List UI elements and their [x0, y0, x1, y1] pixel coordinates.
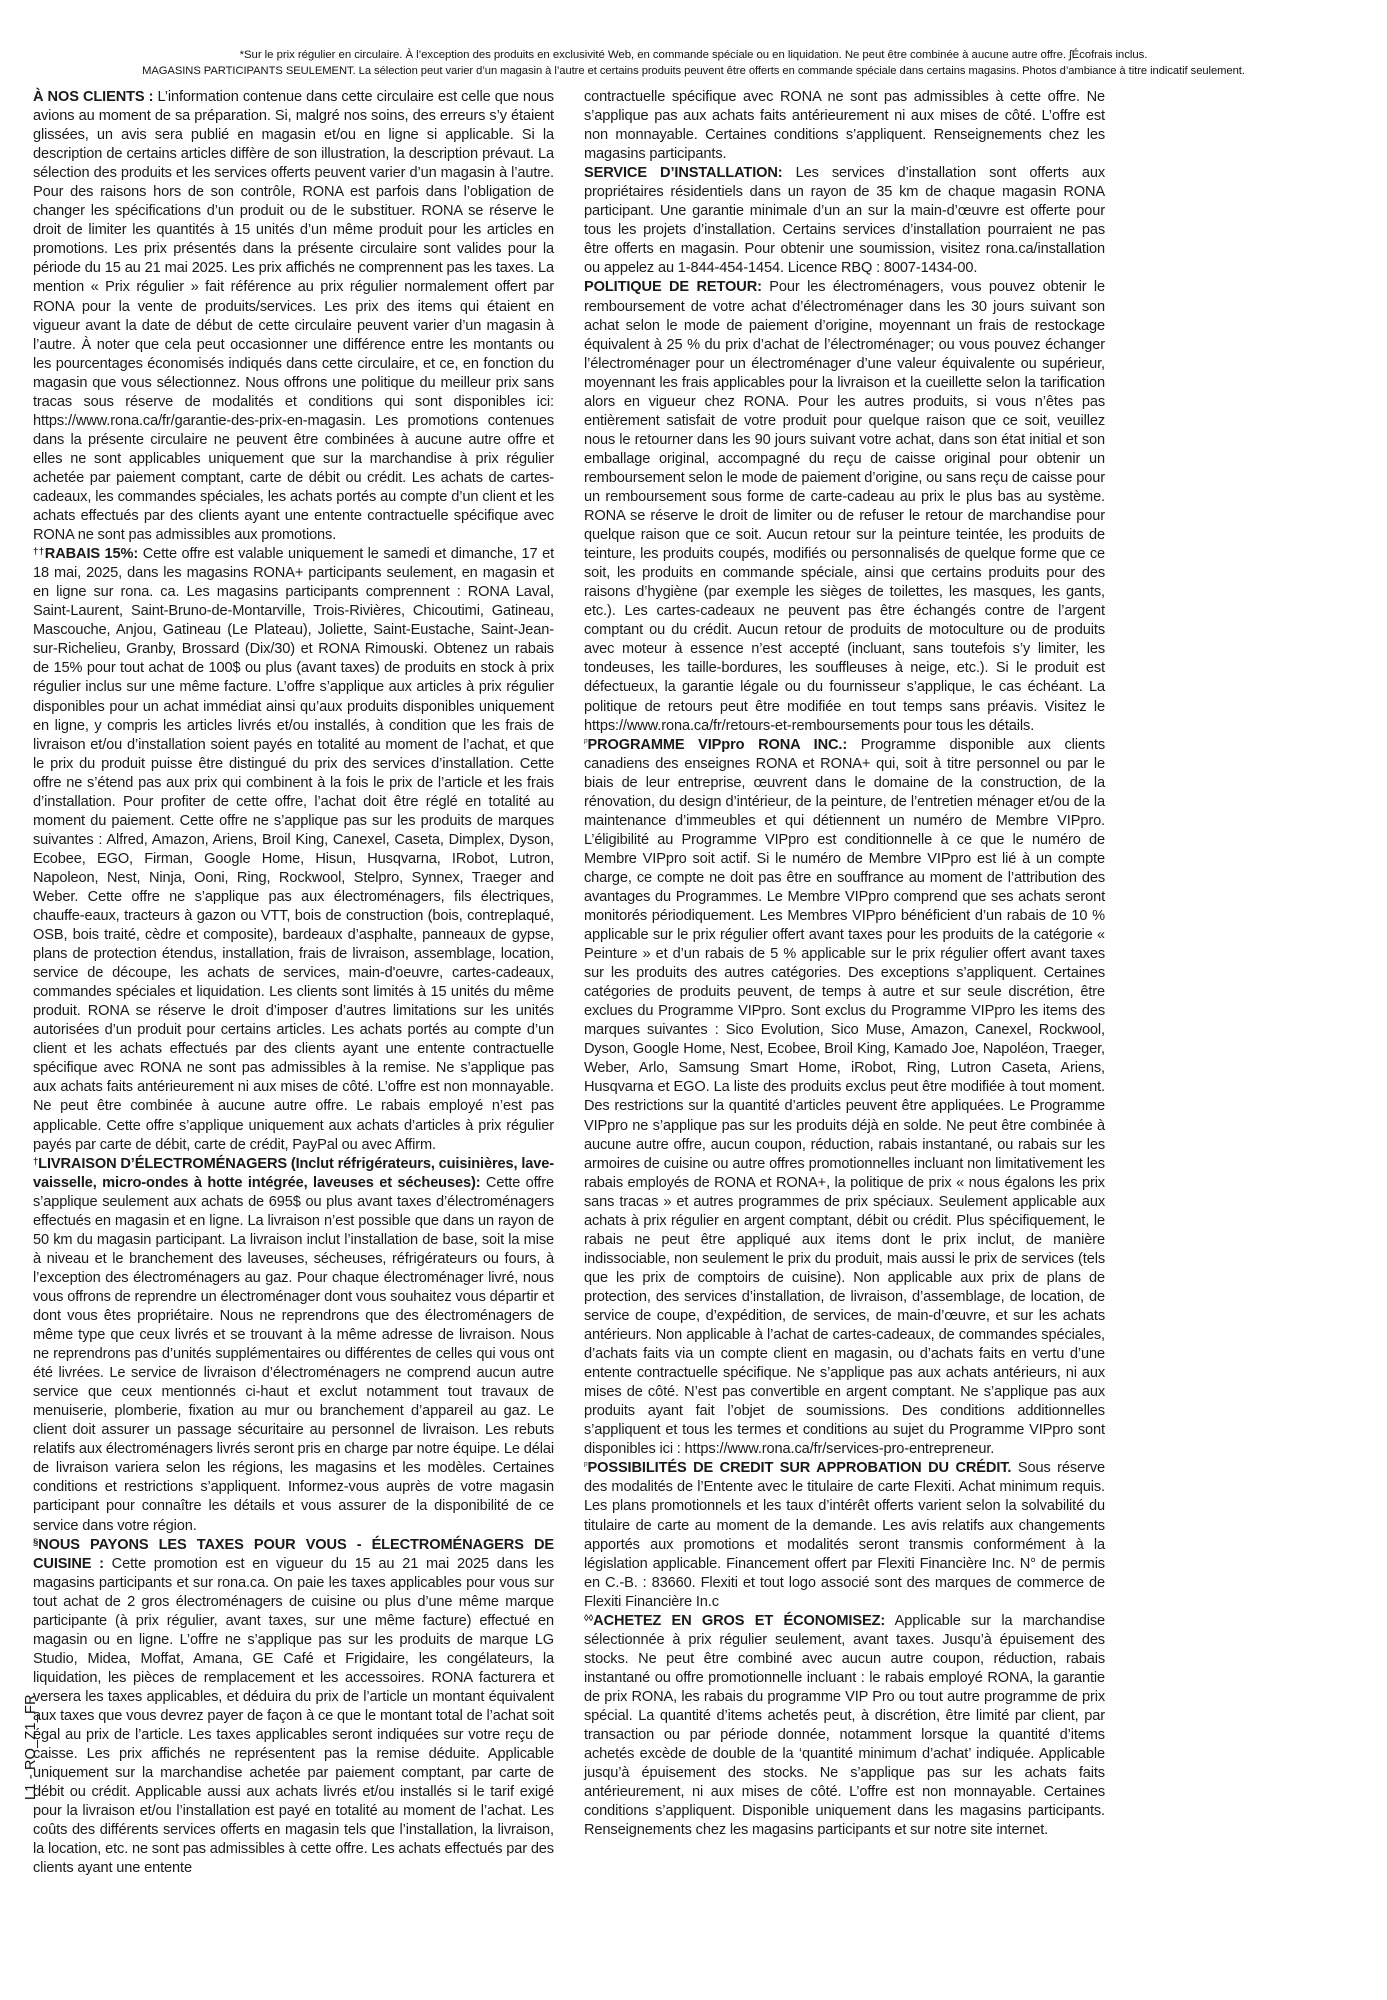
- section-heading: RABAIS 15%:: [44, 546, 139, 563]
- section-body: Sous réserve des modalités de l’Entente avec le titulaire de carte Flexiti. Achat minimum requis. Les plans promotionnels et les taux d’intérêt offerts varient selon la solvabilité du titulaire de carte au moment de la demande. Les avis relatifs aux changements apportés aux promotions et modalités seront transmis conformément à la législation applicable. Financement offert par Flexiti Financière Inc. N° de permis en C.-B. : 83660. Flexiti et tout logo associé sont des marques de commerce de Flexiti Financière In.c: [584, 1460, 1105, 1610]
- section-body: Applicable sur la marchandise sélectionnée à prix régulier seulement, avant taxes. Jusqu’à épuisement des stocks. Ne peut être combiné avec aucun autre coupon, réduction, rabais instantané ou offre promotionnelle incluant : le rabais employé RONA, la garantie de prix RONA, les rabais du programme VIP Pro ou tout autre programme de prix spécial. La quantité d’items achetés peut, à discrétion, être limité par client, par transaction ou par période donnée, notamment lorsque la quantité d’items achetés excède de double de la ‘quantité minimum d’achat’ indiquée. Applicable jusqu’à épuisement des stocks. Ne s’applique pas sur les achats faits antérieurement, ni aux mises de côté. L’offre est non monnayable. Certaines conditions s’appliquent. Disponible uniquement dans les magasins participants. Renseignements chez les magasins participants et sur notre site internet.: [584, 1612, 1105, 1839]
- section-heading: À NOS CLIENTS :: [33, 89, 154, 105]
- section-marker: ᵖ: [584, 736, 588, 748]
- section-body: contractuelle spécifique avec RONA ne sont pas admissibles à cette offre. Ne s’applique pas aux achats faits antérieurement ni aux mises de côté. L’offre est non monnayable. Certaines conditions s’appliquent. Renseignements chez les magasins participants.: [584, 89, 1105, 163]
- left-column: [33, 88, 554, 1878]
- section-marker: ◊◊: [584, 1612, 594, 1624]
- section-body: Programme disponible aux clients canadiens des enseignes RONA et RONA+ qui, soit à titre personnel ou par le biais de leur entreprise, œuvrent dans le domaine de la construction, de la rénovation, du design d’intérieur, de la peinture, de l’entretien ménager et/ou de la maintenance d’immeubles et qui détiennent un numéro de Membre VIPpro. L’éligibilité au Programme VIPpro est conditionnelle à ce que le numéro de Membre VIPpro soit actif. Si le numéro de Membre VIPpro est lié à un compte charge, ce compte ne doit pas être en souffrance au moment de l’attribution des avantages du Programmes. Le Membre VIPpro comprend que ses achats seront monitorés périodiquement. Les Membres VIPpro bénéficient d’un rabais de 10 % applicable sur le prix régulier offert avant taxes pour les produits de la catégorie « Peinture » et d’un rabais de 5 % applicable sur le prix régulier offert avant taxes sur les produits des autres catégories. Des exceptions s’appliquent. Certaines catégories de produits peuvent, de temps à autre et sur seule discrétion, être exclues du Programme VIPpro. Sont exclus du Programme VIPpro les items des marques suivantes : Sico Evolution, Sico Muse, Amazon, Canexel, Rockwool, Dyson, Google Home, Nest, Ecobee, Broil King, Kamado Joe, Napoléon, Traeger, Weber, Arlo, Samsung Smart Home, iRobot, Ring, Lutron Caseta, Ariens, Husqvarna et EGO. La liste des produits exclus peut être modifiée à tout moment. Des restrictions sur la quantité d’articles peuvent être appliquées. Le Programme VIPpro ne s’applique pas sur les produits déjà en solde. Ne peut être combinée à aucune autre offre, aucun coupon, réduction, rabais instantané, ou rabais sur les armoires de cuisine ou autre offres promotionnelles incluant non limitativement les rabais employés de RONA et RONA+, la politique de prix « nous égalons les prix sans tracas » et autres programmes de prix spéciaux. Seulement applicable aux achats à prix régulier en argent comptant, débit ou crédit. Plus spécifiquement, le rabais ne peut être appliqué aux items dont le prix inclut, de manière indissociable, non seulement le prix du produit, mais aussi le prix de services (tels que les prix de comptoirs de cuisine). Non applicable aux prix de plans de protection, des services d’installation, de livraison, d’assemblage, de location, de service de coupe, d’expédition, de services, de main-d’œuvre, et sur les achats antérieurs. Non applicable à l’achat de cartes-cadeaux, de commandes spéciales, d’achats faits via un compte client en magasin, ou d’achats faits en vertu d’une entente contractuelle spécifique. Ne s’applique pas aux achats antérieurs, ni aux mises de côté. N’est pas convertible en argent comptant. Ne s’applique pas aux produits ayant fait l’objet de soumissions. Des conditions additionnelles s’appliquent et tous les termes et conditions au sujet du Programme VIPpro sont disponibles ici : https://www.rona.ca/fr/services-pro-entrepreneur.: [584, 736, 1105, 1458]
- header-line-1: *Sur le prix régulier en circulaire. À l’exception des produits en exclusivité Web, en commande spéciale ou en liquidation. Ne peut être combinée à aucune autre offre. ʃÉcofrais inclus.: [239, 49, 1148, 61]
- section-heading: POLITIQUE DE RETOUR:: [584, 279, 762, 296]
- section-body: Cette offre est valable uniquement le samedi et dimanche, 17 et 18 mai, 2025, dans les magasins RONA+ participants seulement, en magasin et en ligne sur rona. ca. Les magasins participants comprennent : RONA Laval, Saint-Laurent, Saint-Bruno-de-Montarville, Trois-Rivières, Chicoutimi, Gatineau, Mascouche, Anjou, Gatineau (Le Plateau), Joliette, Saint-Eustache, Saint-Jean-sur-Richelieu, Granby, Brossard (Dix/30) et RONA Rimouski. Obtenez un rabais de 15% pour tout achat de 100$ ou plus (avant taxes) de produits en stock à prix régulier inclus sur une même facture. L’offre s’applique aux articles à prix régulier disponibles pour un achat immédiat ainsi qu’aux produits disponibles uniquement en ligne, y compris les articles livrés et/ou installés, à condition que les frais de livraison et/ou d’installation soient payés en totalité au moment de l’achat, et que le prix du produit puisse être distingué du prix des services d’installation. Cette offre ne s’étend pas aux prix qui combinent à la fois le prix de l’article et les frais d’installation. Pour profiter de cette offre, l’achat doit être réglé en totalité au moment du paiement. Cette offre ne s’applique pas sur les produits de marques suivantes : Alfred, Amazon, Ariens, Broil King, Canexel, Caseta, Dimplex, Dyson, Ecobee, EGO, Firman, Google Home, Hisun, Husqvarna, IRobot, Lutron, Napoleon, Nest, Ninja, Ooni, Ring, Rockwool, Stelpro, Synnex, Traeger and Weber. Cette offre ne s’applique pas aux électroménagers, fils électriques, chauffe-eaux, tracteurs à gazon ou VTT, bois de construction (bois, contreplaqué, OSB, bois traité, cèdre et composite), bardeaux d’asphalte, panneaux de gypse, plans de protection étendus, installation, frais de livraison, assemblage, location, service de découpe, les achats de services, main-d'oeuvre, cartes-cadeaux, commandes spéciales et liquidation. Les clients sont limités à 15 unités du même produit. RONA se réserve le droit d’imposer d’autres limitations sur les unités autorisées d’un produit pour certains articles. Les achats portés au compte d’un client et les achats effectués par des clients ayant une entente contractuelle spécifique avec RONA ne sont pas admissibles à la remise. Ne s’applique pas aux achats faits antérieurement ni aux mises de côté. L’offre est non monnayable. Ne peut être combinée à aucune autre offre. Le rabais employé n’est pas applicable. Cette offre s’applique uniquement aux achats d’articles à prix régulier payés par carte de débit, carte de crédit, PayPal ou avec Affirm.: [33, 546, 555, 1153]
- section-heading: PROGRAMME VIPpro RONA INC.:: [587, 736, 848, 753]
- right-column: [584, 88, 1105, 1878]
- section-heading: SERVICE D’INSTALLATION:: [584, 165, 783, 182]
- section-body: Pour les électroménagers, vous pouvez obtenir le remboursement de votre achat d’électroménager dans les 30 jours suivant son achat selon le mode de paiement d’origine, moyennant un frais de restockage équivalent à 25 % du prix d’achat de l’électroménager; ou vous pouvez échanger l’électroménager pour un électroménager d’une valeur équivalente ou supérieur, moyennant les frais applicables pour la livraison et la cueillette selon la tarification alors en vigueur chez RONA. Pour les autres produits, si vous n’êtes pas entièrement satisfait de votre produit pour quelque raison que ce soit, veuillez nous le retourner dans les 90 jours suivant votre achat, dans son état initial et son emballage original, accompagné du reçu de caisse original pour obtenir un remboursement selon le mode de paiement d’origine, ou sans reçu de caisse pour un remboursement sous forme de carte-cadeau au prix le plus bas au système. RONA se réserve le droit de limiter ou de refuser le retour de marchandise pour quelque raison que ce soit. Aucun retour sur la peinture teintée, les produits de teinture, les produits coupés, modifiés ou personnalisés de quelque forme que ce soit, les produits en commande spéciale, ainsi que certains produits pour des raisons d’hygiène (par exemple les sièges de toilettes, les masques, les gants, etc.). Les cartes-cadeaux ne peuvent pas être échangés contre de l’argent comptant ou du crédit. Aucun retour de produits de motoculture ou de produits avec moteur à essence n’est accepté (incluant, sans toutefois s’y limiter, les tondeuses, les taille-bordures, les souffleuses à neige, etc.). Si le produit est défectueux, la garantie légale ou du fournisseur s’applique, le cas échéant. La politique de retours peut être modifiée en tout temps sans préavis. Visitez le https://www.rona.ca/fr/retours-et-remboursements pour tous les détails.: [584, 279, 1105, 734]
- section-body: Cette promotion est en vigueur du 15 au 21 mai 2025 dans les magasins participants et sur rona.ca. On paie les taxes applicables pour vous sur tout achat de 2 gros électroménagers de cuisine ou plus d’une même marque participante (à prix régulier, avant taxes, sur une même facture) effectué en magasin ou en ligne. L’offre ne s’applique pas sur les produits de marque LG Studio, Midea, Moffat, Amana, GE Café et Frigidaire, les congélateurs, la liquidation, les pièces de remplacement et les accessoires. RONA facturera et versera les taxes applicables, et déduira du prix de l’article un montant équivalent aux taxes que vous devrez payer de façon à ce que le montant total de l’achat soit égal au prix de l’article. Les taxes applicables seront indiquées sur votre reçu de caisse. Les prix affichés ne représentent pas la remise déduite. Applicable uniquement sur la marchandise achetée par paiement comptant, par carte de débit ou crédit. Applicable aussi aux achats livrés et/ou installés si le tarif exigé pour la livraison et/ou l’installation est payé en totalité au moment de l’achat. Les coûts des différents services offerts en magasin tels que l’installation, la livraison, la location, etc. ne sont pas admissibles à cette offre. Les achats effectués par des clients ayant une entente: [33, 1555, 554, 1877]
- section-continuation: [584, 88, 1105, 164]
- section-marker: ᵖ: [584, 1460, 588, 1472]
- legal-text-columns: [33, 88, 1357, 1878]
- section-heading: LIVRAISON D’ÉLECTROMÉNAGERS (Inclut réfrigérateurs, cuisinières, lave-vaisselle, micro-ondes à hotte intégrée, laveuses et sécheuses):: [33, 1155, 554, 1191]
- section-heading: NOUS PAYONS LES TAXES POUR VOUS - ÉLECTROMÉNAGERS DE CUISINE :: [33, 1536, 554, 1572]
- section-rabais-15: [33, 545, 554, 1155]
- side-reference-code: L1 - RO_Z1_FR: [23, 1694, 39, 1800]
- section-heading: POSSIBILITÉS DE CREDIT SUR APPROBATION DU CRÉDIT.: [587, 1460, 1012, 1477]
- section-possibilites-de-credit: [584, 1459, 1105, 1611]
- section-a-nos-clients: [33, 88, 554, 545]
- header-line-2: MAGASINS PARTICIPANTS SEULEMENT. La sélection peut varier d’un magasin à l’autre et certains produits peuvent être offerts en commande spéciale dans certains magasins. Photos d’ambiance à titre indicatif seulement.: [142, 64, 1245, 77]
- section-livraison-electromenagers: [33, 1155, 554, 1536]
- section-programme-vippro: [584, 736, 1105, 1460]
- header-fine-print: [0, 48, 1387, 79]
- section-marker: ††: [33, 546, 45, 558]
- section-body: Les services d’installation sont offerts aux propriétaires résidentiels dans un rayon de 35 km de chaque magasin RONA participant. Une garantie minimale d’un an sur la main-d’œuvre est offerte pour tous les projets d’installation. Certains services d’installation pourraient ne pas être offerts en magasin. Pour obtenir une soumission, visitez rona.ca/installation ou appelez au 1-844-454-1454. Licence RBQ : 8007-1434-00.: [584, 165, 1105, 277]
- section-achetez-en-gros: [584, 1612, 1105, 1841]
- section-body: Cette offre s’applique seulement aux achats de 695$ ou plus avant taxes d’électroménagers effectués en magasin et en ligne. La livraison n’est possible que dans un rayon de 50 km du magasin participant. La livraison inclut l’installation de base, soit la mise à niveau et le branchement des laveuses, sécheuses, réfrigérateurs ou fours, à l’exception des électroménagers au gaz. Pour chaque électroménager livré, nous vous offrons de reprendre un électroménager dont vous souhaitez vous départir et dont vous êtes propriétaire. Nous ne reprendrons que des électroménagers de même type que ceux livrés et se trouvant à la même adresse de livraison. Nous ne reprendrons pas d’unités supplémentaires ou différentes de celles qui vous ont été livrées. Le service de livraison d’électroménagers ne comprend aucun autre service que ceux mentionnés ci-haut et exclut notamment tout travaux de menuiserie, plomberie, fixation au mur ou branchement d’appareil au gaz. Le client doit assurer un passage sécuritaire au personnel de livraison. Les rebuts relatifs aux électroménagers livrés seront pris en charge par notre équipe. Le délai de livraison variera selon les régions, les magasins et les modèles. Certaines conditions et restrictions s’appliquent. Informez-vous auprès de votre magasin participant pour connaître les détails et vous assurer de la disponibilité de ce service dans votre région.: [33, 1174, 554, 1534]
- section-politique-de-retour: [584, 278, 1105, 735]
- section-service-installation: [584, 164, 1105, 278]
- section-heading: ACHETEZ EN GROS ET ÉCONOMISEZ:: [593, 1612, 886, 1629]
- section-marker: †: [33, 1155, 39, 1167]
- section-body: L’information contenue dans cette circulaire est celle que nous avions au moment de sa préparation. Si, malgré nos soins, des erreurs s’y étaient glissées, un avis sera publié en magasin et/ou en ligne si applicable. Si la description de certains articles diffère de son illustration, la description prévaut. La sélection des produits et les services offerts peuvent varier d’un magasin à l’autre. Pour des raisons hors de son contrôle, RONA est parfois dans l’obligation de changer les spécifications d’un produit ou de le substituer. RONA se réserve le droit de limiter les quantités à 15 unités d’un même produit pour les articles en promotions. Les prix présentés dans la présente circulaire sont valides pour la période du 15 au 21 mai 2025. Les prix affichés ne comprennent pas les taxes. La mention « Prix régulier » fait référence au prix régulier normalement offert par RONA pour la vente de produits/services. Les prix des items qui étaient en vigueur avant la date de début de cette circulaire peuvent varier d’un magasin à l’autre. À noter que cela peut occasionner une différence entre les montants ou les pourcentages économisés indiqués dans cette circulaire, et ce, en fonction du magasin que vous sélectionnez. Nous offrons une politique du meilleur prix sans tracas sous réserve de modalités et conditions qui sont disponibles ici: https://www.rona.ca/fr/garantie-des-prix-en-magasin. Les promotions contenues dans la présente circulaire ne peuvent être combinées à aucune autre offre et elles ne sont applicables uniquement que sur la marchandise à prix régulier achetée par paiement comptant, carte de débit ou crédit. Les achats de cartes-cadeaux, les commandes spéciales, les achats portés au compte d’un client et les achats effectués par des clients ayant une entente contractuelle spécifique avec RONA ne sont pas admissibles aux promotions.: [33, 89, 554, 544]
- section-nous-payons-les-taxes: [33, 1536, 554, 1879]
- section-marker: §: [33, 1536, 39, 1548]
